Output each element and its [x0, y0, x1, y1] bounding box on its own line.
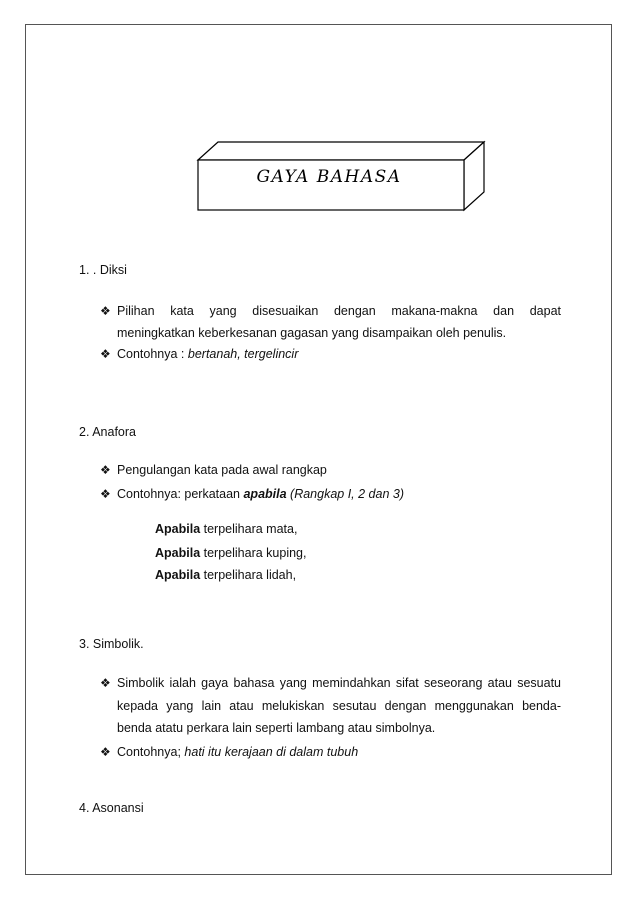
diamond-bullet-icon: ❖	[100, 676, 111, 690]
page-title: GAYA BAHASA	[256, 167, 402, 187]
bullet-text-line: benda atatu perkara lain seperti lambang atau simbolnya.	[117, 721, 436, 735]
example-keyword: Apabila	[155, 546, 201, 560]
bullet-text-line: Pilihan kata yang disesuaikan dengan makana-makna dan dapat	[117, 304, 561, 318]
diamond-bullet-icon: ❖	[100, 487, 111, 501]
example-rest: terpelihara lidah,	[200, 568, 297, 582]
example-label: Contohnya;	[117, 745, 185, 759]
section-heading-anafora: 2. Anafora	[79, 425, 136, 439]
example-line	[155, 544, 306, 562]
diamond-bullet-icon: ❖	[100, 347, 111, 361]
bullet-text-line: kepada yang lain atau melukiskan sesutau dengan menggunakan benda-	[117, 699, 561, 713]
list-item	[100, 302, 561, 342]
example-label: Contohnya: perkataan	[117, 487, 244, 501]
section-heading-diksi: 1. . Diksi	[79, 263, 127, 277]
title-box	[196, 140, 486, 212]
example-keyword: apabila	[243, 487, 287, 501]
bullet-text-line: Simbolik ialah gaya bahasa yang memindahkan sifat seseorang atau sesuatu	[117, 676, 561, 690]
example-line	[155, 566, 296, 584]
diamond-bullet-icon: ❖	[100, 463, 111, 477]
diamond-bullet-icon: ❖	[100, 745, 111, 759]
example-text: hati itu kerajaan di dalam tubuh	[184, 745, 359, 759]
example-keyword: Apabila	[155, 522, 201, 536]
example-rest: terpelihara mata,	[200, 522, 298, 536]
example-text: bertanah, tergelincir	[187, 347, 299, 361]
example-rest: terpelihara kuping,	[200, 546, 307, 560]
example-label: Contohnya :	[117, 347, 188, 361]
bullet-text-line: meningkatkan keberkesanan gagasan yang disampaikan oleh penulis.	[117, 326, 507, 340]
bullet-text: Pengulangan kata pada awal rangkap	[117, 463, 327, 477]
example-reference: (Rangkap I, 2 dan 3)	[286, 487, 404, 501]
list-item	[100, 674, 561, 738]
section-heading-simbolik: 3. Simbolik.	[79, 637, 144, 651]
example-keyword: Apabila	[155, 568, 201, 582]
example-line	[155, 520, 297, 538]
section-heading-asonansi: 4. Asonansi	[79, 801, 144, 815]
diamond-bullet-icon: ❖	[100, 304, 111, 318]
